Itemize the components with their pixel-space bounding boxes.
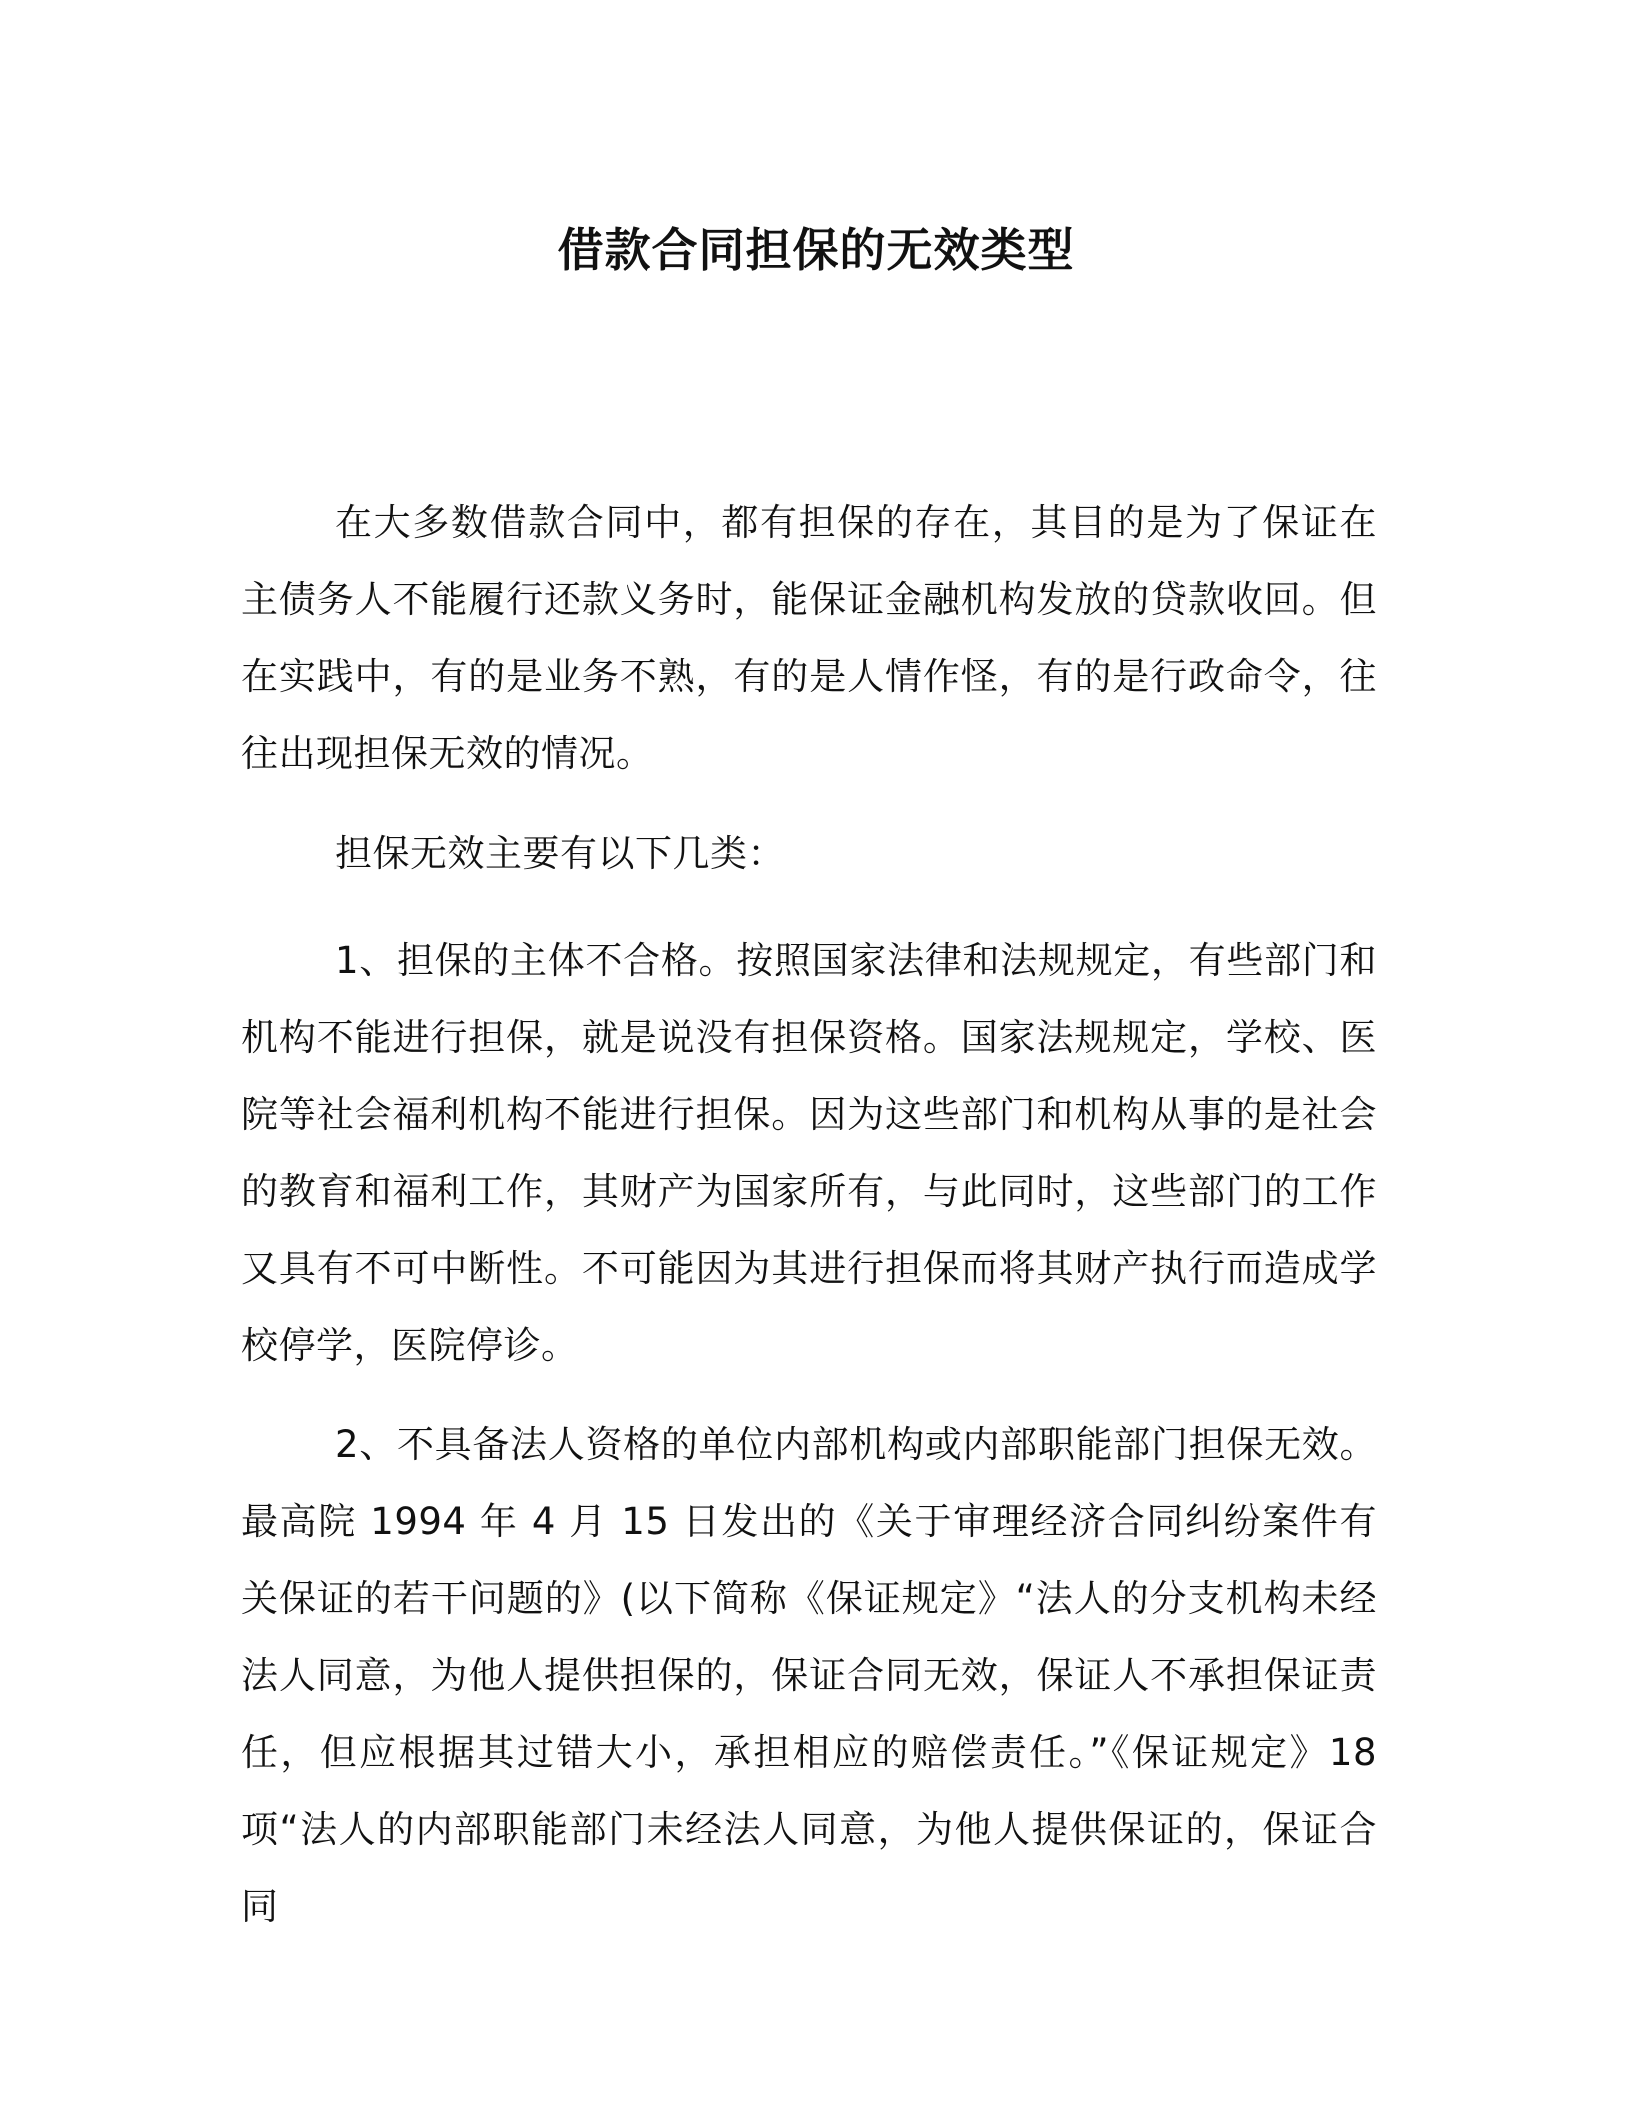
document-title: 借款合同担保的无效类型 bbox=[557, 223, 1075, 277]
paragraph-categories-heading: 担保无效主要有以下几类： bbox=[335, 832, 785, 875]
paragraph-item-1: 1、担保的主体不合格。按照国家法律和法规规定，有些部门和机构不能进行担保，就是说没有担保资格。国家法规规定，学校、医院等社会福利机构不能进行担保。因为这些部门和机构从事的是社会的教育和福利工作，其财产为国家所有，与此同时，这些部门的工作又具有不可中断性。不可能因为其进行担保而将其财产执行而造成学校停学，医院停诊。 bbox=[241, 939, 1377, 1367]
paragraph-intro: 在大多数借款合同中，都有担保的存在，其目的是为了保证在主债务人不能履行还款义务时，能保证金融机构发放的贷款收回。但在实践中，有的是业务不熟，有的是人情作怪，有的是行政命令，往往出现担保无效的情况。 bbox=[241, 501, 1377, 775]
paragraph-item-2: 2、不具备法人资格的单位内部机构或内部职能部门担保无效。最高院 1994 年 4 月 15 日发出的《关于审理经济合同纠纷案件有关保证的若干问题的》(以下简称《保证规定》“法人的分支机构未经法人同意，为他人提供担保的，保证合同无效，保证人不承担保证责任，但应根据其过错大小，承担相应的赔偿责任。”《保证规定》18 项“法人的内部职能部门未经法人同意，为他人提供保证的，保证合同 bbox=[241, 1423, 1377, 1928]
